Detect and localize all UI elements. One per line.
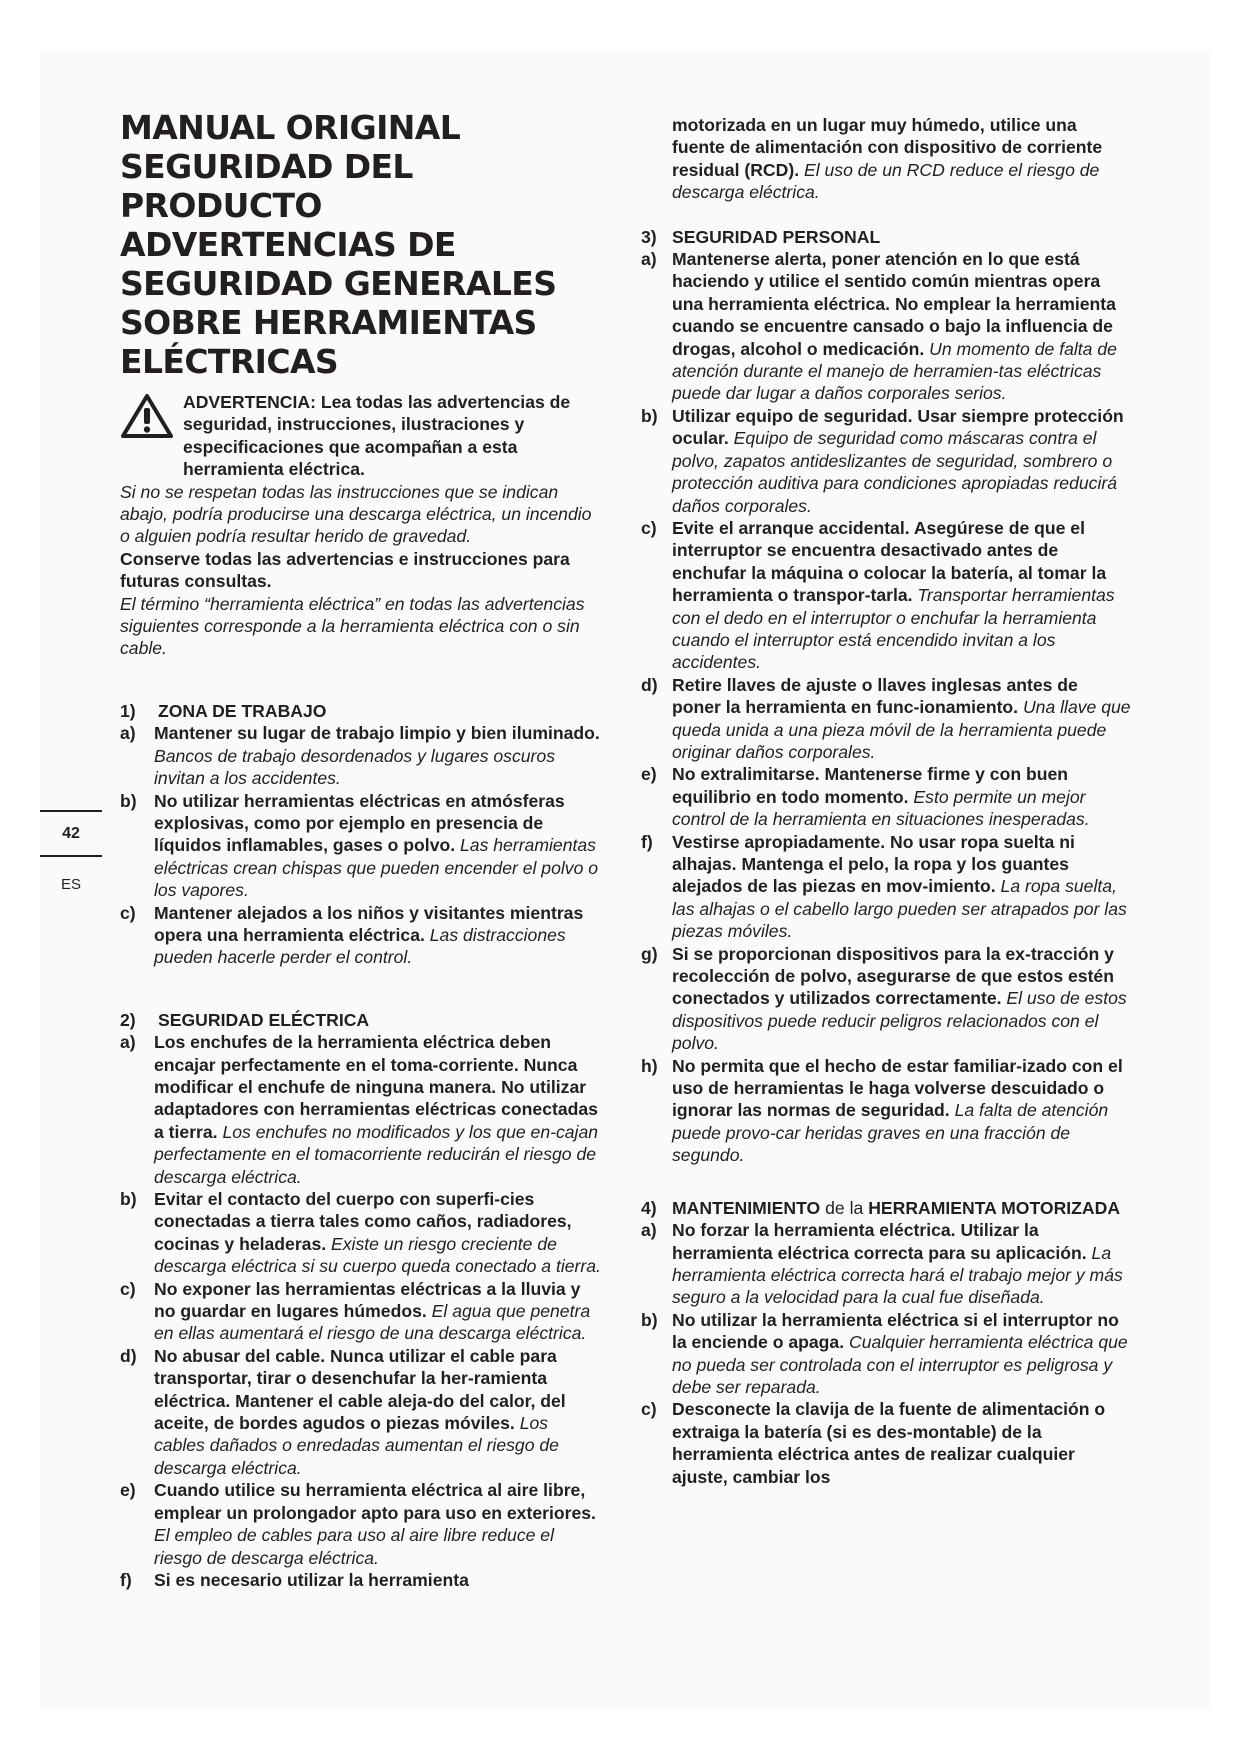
title-line: ADVERTENCIAS DE	[120, 225, 456, 264]
item-italic: El empleo de cables para uso al aire libre reduce el riesgo de descarga eléctrica.	[154, 1525, 555, 1568]
page-number: 42	[62, 825, 80, 842]
item-italic: La herramienta eléctrica correcta hará el trabajo mejor y más seguro a la velocidad para la cual fue diseñada.	[672, 1242, 1123, 1308]
item-label: g)	[641, 943, 658, 964]
section-title: SEGURIDAD ELÉCTRICA	[158, 1009, 370, 1030]
language-code: ES	[60, 876, 81, 893]
section-number: 4)	[641, 1197, 657, 1218]
item-bold: Mantener su lugar de trabajo limpio y bien iluminado.	[154, 723, 600, 744]
item-italic: Bancos de trabajo desordenados y lugares oscuros invitan a los accidentes.	[154, 745, 555, 789]
item-label: e)	[641, 764, 657, 785]
title-line: ELÉCTRICAS	[120, 342, 339, 381]
term-definition: El término “herramienta eléctrica” en todas las advertencias siguientes corresponde a la herramienta eléctrica con o sin cable.	[120, 593, 585, 659]
section-heading-personal-safety	[641, 226, 1131, 248]
item-label: c)	[120, 1278, 136, 1299]
list-item	[641, 1309, 1131, 1399]
item-bold: Los enchufes de la herramienta eléctrica deben encajar perfectamente en el toma-corriente. Nunca modificar el enchufe de ninguna manera. No utilizar adaptadores con herramientas eléctricas conectadas a tierra.	[154, 1032, 598, 1142]
item-bold: Mantenerse alerta, poner atención en lo que está haciendo y utilice el sentido común mientras opera una herramienta eléctrica. No emplear la herramienta cuando se encuentre cansado o bajo la influencia de drogas, alcohol o medicación.	[672, 249, 1116, 359]
section-title: MANTENIMIENTO	[672, 1197, 821, 1218]
item-italic: Los enchufes no modificados y los que en-cajan perfectamente en el tomacorriente reducirán el riesgo de descarga eléctrica.	[154, 1121, 599, 1187]
item-label: a)	[120, 1032, 136, 1053]
item-italic: Transportar herramientas con el dedo en el interruptor o enchufar la herramienta cuando el interruptor está encendido invitan a los accidentes.	[672, 585, 1115, 673]
item-label: d)	[641, 674, 658, 695]
list-item	[120, 1345, 602, 1479]
section-heading-maintenance	[641, 1197, 1131, 1219]
item-label: d)	[120, 1345, 137, 1366]
section-title: SEGURIDAD PERSONAL	[672, 226, 881, 247]
list-item	[120, 902, 602, 969]
margin-rule-top	[40, 810, 102, 812]
title-line: MANUAL ORIGINAL	[120, 108, 461, 147]
item-italic: El agua que penetra en ellas aumentará el riesgo de una descarga eléctrica.	[154, 1301, 591, 1344]
list-item	[641, 517, 1131, 674]
item-bold: Desconecte la clavija de la fuente de alimentación o extraiga la batería (si es des-montable) de la herramienta eléctrica antes de realizar cualquier ajuste, cambiar los	[672, 1399, 1106, 1487]
item-bold: Cuando utilice su herramienta eléctrica al aire libre, emplear un prolongador apto para uso en exteriores.	[154, 1480, 596, 1523]
list-item	[641, 831, 1131, 943]
list-item	[641, 248, 1131, 405]
item-italic: La falta de atención puede provo-car heridas graves en una fracción de segundo.	[672, 1100, 1109, 1166]
warning-triangle-icon	[120, 393, 174, 439]
list-item	[120, 1278, 602, 1345]
item-bold: No forzar la herramienta eléctrica. Utilizar la herramienta eléctrica correcta para su aplicación.	[672, 1220, 1087, 1263]
item-italic: Las herramientas eléctricas crean chispas que pueden encender el polvo o los vapores.	[154, 835, 599, 901]
margin-rule-bottom	[40, 855, 102, 857]
item-label: c)	[120, 902, 136, 923]
item-bold: Utilizar equipo de seguridad. Usar siempre protección ocular.	[672, 405, 1124, 449]
item-label: f)	[120, 1569, 132, 1590]
list-item	[120, 1031, 602, 1188]
item-bold: Si se proporcionan dispositivos para la ex-tracción y recolección de polvo, asegurarse de que estos estén conectados y utilizados correctamente.	[672, 943, 1114, 1009]
list-item	[120, 1188, 602, 1278]
list-item	[641, 1398, 1131, 1488]
item-bold: Retire llaves de ajuste o llaves inglesas antes de poner la herramienta en func-ionamiento.	[672, 674, 1078, 718]
item-italic: Existe un riesgo creciente de descarga eléctrica si su cuerpo queda conectado a tierra.	[154, 1233, 601, 1277]
item-label: a)	[641, 249, 657, 270]
item-italic: El uso de estos dispositivos puede reducir peligros relacionados con el polvo.	[672, 988, 1127, 1054]
item-label: b)	[120, 790, 137, 811]
title-line: SEGURIDAD GENERALES	[120, 264, 557, 303]
item-bold: No abusar del cable. Nunca utilizar el cable para transportar, tirar o desenchufar la her-ramienta eléctrica. Mantener el cable aleja-do del calor, del aceite, de bordes agudos o piezas móviles.	[154, 1345, 566, 1434]
item-bold: Si es necesario utilizar la herramienta	[154, 1569, 469, 1590]
section-heading-work-area	[120, 700, 602, 722]
item-italic: Los cables dañados o enredadas aumentan el riesgo de descarga eléctrica.	[154, 1413, 559, 1478]
item-bold: motorizada en un lugar muy húmedo, utilice una fuente de alimentación con dispositivo de corriente residual (RCD).	[672, 115, 1103, 180]
warning-italic: Si no se respetan todas las instrucciones que se indican abajo, podría producirse una descarga eléctrica, un incendio o alguien podría resultar herido de gravedad.	[120, 481, 592, 547]
warning-text: ADVERTENCIA: Lea todas las advertencias de seguridad, instrucciones, ilustraciones y especificaciones que acompañan a esta herramienta eléctrica.	[183, 392, 571, 480]
item-bold: No utilizar herramientas eléctricas en atmósferas explosivas, como por ejemplo en presencia de líquidos inflamables, gases o polvo.	[154, 790, 565, 856]
list-item	[641, 405, 1131, 517]
item-italic: Un momento de falta de atención durante el manejo de herramien-tas eléctricas puede dar lugar a daños corporales serios.	[672, 338, 1117, 404]
item-italic: Esto permite un mejor control de la herramienta en situaciones inesperadas.	[672, 786, 1090, 830]
list-item	[120, 1569, 602, 1591]
right-column	[641, 114, 1131, 1488]
warning-block	[120, 391, 602, 481]
item-label: e)	[120, 1480, 136, 1501]
item-italic: Las distracciones pueden hacerle perder el control.	[154, 924, 566, 968]
item-bold: Evite el arranque accidental. Asegúrese de que el interruptor se encuentra desactivado antes de enchufar la máquina o colocar la batería, al tomar la herramienta o transpor-tarla.	[672, 517, 1107, 606]
item-label: h)	[641, 1055, 658, 1076]
item-bold: No extralimitarse. Mantenerse firme y con buen equilibrio en todo momento.	[672, 764, 1068, 807]
title-line: SEGURIDAD DEL	[120, 147, 413, 186]
item-italic: Una llave que queda unida a una pieza móvil de la herramienta puede originar daños corporales.	[672, 697, 1131, 762]
title-line: PRODUCTO	[120, 186, 322, 225]
item-label: c)	[641, 1399, 657, 1420]
section-heading-electrical-safety	[120, 1009, 602, 1031]
item-italic: El uso de un RCD reduce el riesgo de descarga eléctrica.	[672, 159, 1100, 203]
item-bold: Mantener alejados a los niños y visitantes mientras opera una herramienta eléctrica.	[154, 902, 584, 945]
page-title	[120, 108, 602, 381]
item-continuation	[641, 114, 1131, 204]
section-title: ZONA DE TRABAJO	[158, 700, 327, 721]
item-bold: No utilizar la herramienta eléctrica si el interruptor no la enciende o apaga.	[672, 1309, 1119, 1353]
list-item	[641, 763, 1131, 830]
list-item	[120, 722, 602, 789]
list-item	[641, 1055, 1131, 1167]
item-bold: Vestirse apropiadamente. No usar ropa suelta ni alhajas. Mantenga el pelo, la ropa y los guantes alejados de las piezas en mov-imiento.	[672, 831, 1075, 897]
list-item	[641, 1219, 1131, 1309]
section-title-continued: HERRAMIENTA MOTORIZADA	[868, 1197, 1121, 1218]
left-column	[120, 108, 602, 1591]
item-label: c)	[641, 517, 657, 538]
item-label: a)	[120, 723, 136, 744]
item-bold: No permita que el hecho de estar familiar-izado con el uso de herramientas le haga volverse descuidado o ignorar las normas de seguridad.	[672, 1055, 1123, 1121]
item-italic: Equipo de seguridad como máscaras contra el polvo, zapatos antideslizantes de seguridad, sombrero o protección auditiva para condiciones apropiadas reducirá daños corporales.	[672, 428, 1118, 516]
item-bold: No exponer las herramientas eléctricas a la lluvia y no guardar en lugares húmedos.	[154, 1278, 581, 1322]
title-line: SOBRE HERRAMIENTAS	[120, 303, 537, 342]
item-label: b)	[641, 1309, 658, 1330]
section-title-connector: de la	[825, 1197, 864, 1218]
item-label: f)	[641, 831, 653, 852]
list-item	[641, 943, 1131, 1055]
item-italic: La ropa suelta, las alhajas o el cabello largo pueden ser atrapados por las piezas móviles.	[672, 876, 1127, 942]
keep-instructions: Conserve todas las advertencias e instrucciones para futuras consultas.	[120, 548, 570, 592]
section-number: 3)	[641, 226, 657, 247]
item-label: b)	[641, 405, 658, 426]
section-number: 2)	[120, 1009, 136, 1030]
item-italic: Cualquier herramienta eléctrica que no pueda ser controlada con el interruptor es peligrosa y debe ser reparada.	[672, 1332, 1128, 1397]
list-item	[641, 674, 1131, 764]
section-number: 1)	[120, 700, 136, 721]
item-label: b)	[120, 1189, 137, 1209]
list-item	[120, 1479, 602, 1569]
list-item	[120, 790, 602, 902]
item-label: a)	[641, 1220, 657, 1241]
item-bold: Evitar el contacto del cuerpo con superfi-cies conectadas a tierra tales como caños, radiadores, cocinas y heladeras.	[154, 1189, 572, 1254]
